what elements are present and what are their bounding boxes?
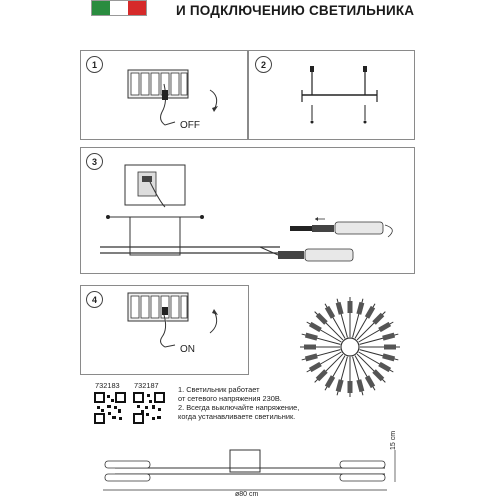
note-line-4: когда устанавливаете светильник. <box>178 412 296 421</box>
fixture-arm <box>315 354 343 382</box>
step-4-badge: 4 <box>86 291 103 308</box>
product-code-1: 732183 <box>95 381 120 390</box>
on-label: ON <box>180 344 195 355</box>
fixture-arm <box>348 357 353 397</box>
off-label: OFF <box>180 120 200 131</box>
step-3-badge: 3 <box>86 153 103 170</box>
page-title: И ПОДКЛЮЧЕНИЮ СВЕТИЛЬНИКА <box>176 3 415 18</box>
flag-stripe-white <box>110 1 128 15</box>
qr-code-icon <box>94 392 126 424</box>
note-line-3: 2. Всегда выключайте напряжение, <box>178 403 300 412</box>
fixture-arm <box>348 297 353 337</box>
fixture-hub <box>341 338 359 356</box>
wiring-illustration <box>80 147 413 272</box>
fixture-side-view <box>95 430 415 500</box>
fixture-arm <box>357 312 385 340</box>
fixture-arm <box>315 312 343 340</box>
fixture-arm <box>300 345 340 350</box>
safety-notes <box>178 385 299 421</box>
note-line-1: 1. Светильник работает <box>178 385 260 394</box>
dimension-width: ø80 cm <box>235 491 259 498</box>
fixture-arm <box>357 354 385 382</box>
note-line-2: от сетевого напряжения 230В. <box>178 394 282 403</box>
breaker-on-illustration <box>80 285 247 373</box>
step-2-badge: 2 <box>255 56 272 73</box>
mounting-bracket-illustration <box>247 50 413 138</box>
product-code-2: 732187 <box>134 381 159 390</box>
step-1-badge: 1 <box>86 56 103 73</box>
fixture-arm <box>360 345 400 350</box>
flag-stripe-green <box>92 1 110 15</box>
fixture-top-view <box>290 285 410 415</box>
breaker-off-illustration <box>80 50 247 138</box>
qr-code-icon-2 <box>133 392 165 424</box>
italian-flag <box>91 0 147 16</box>
flag-stripe-red <box>128 1 146 15</box>
dimension-height: 15 cm <box>390 430 397 450</box>
